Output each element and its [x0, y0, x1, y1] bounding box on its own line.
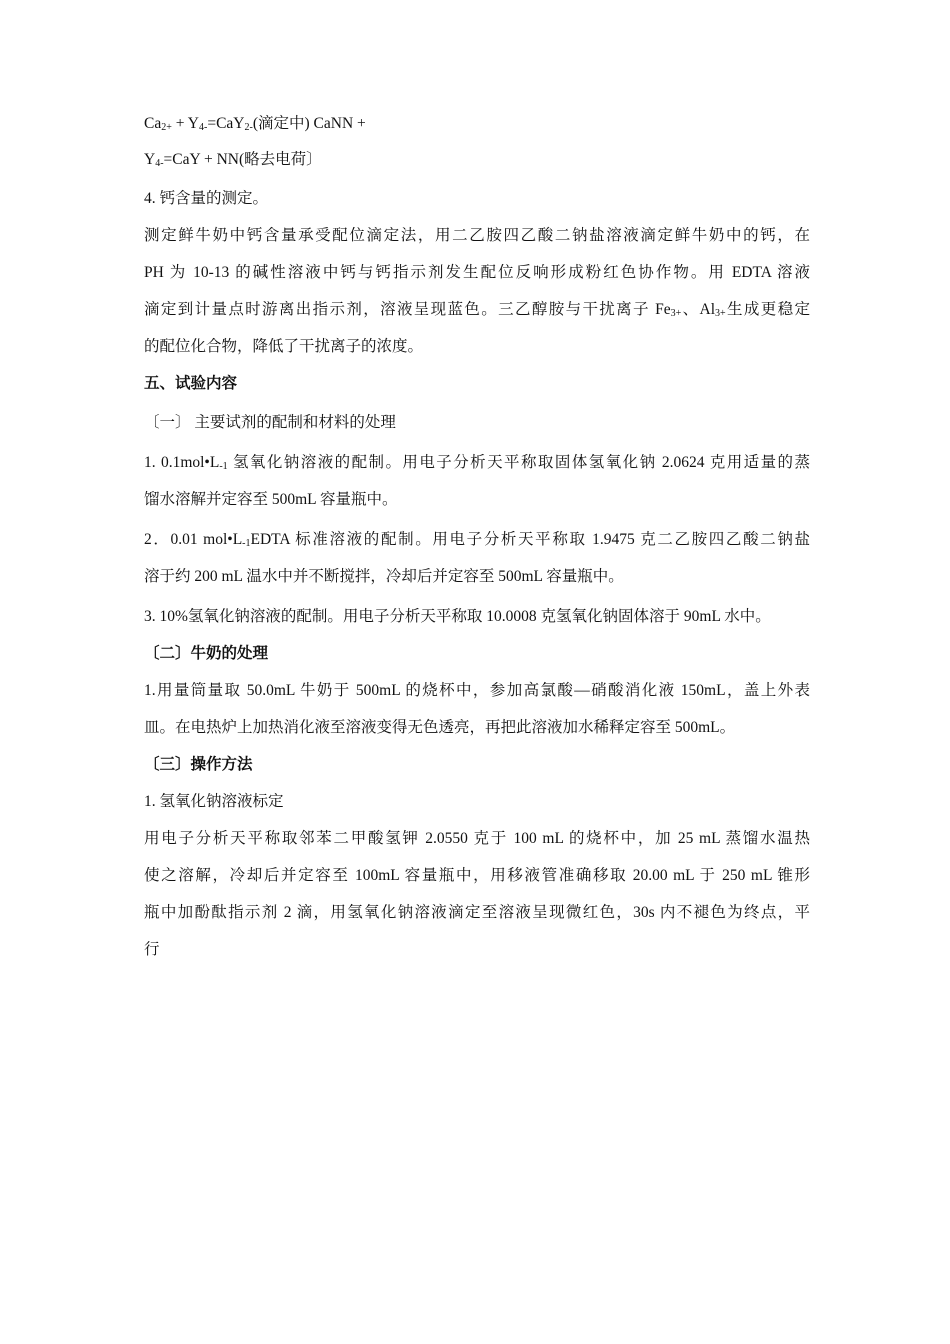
- document-page: [144, 105, 810, 968]
- reaction-equation-line-2: [144, 141, 810, 178]
- reagent-item-3: 3. 10%氢氧化钠溶液的配制。用电子分析天平称取 10.0008 克氢氧化钠固体溶于 90mL 水中。: [144, 608, 771, 625]
- paragraph-text: 生成更稳定: [725, 301, 810, 318]
- subsection-3-title: 〔三〕操作方法: [144, 756, 253, 773]
- ion-fe-charge: 3+: [670, 308, 682, 319]
- formula-ca: Ca: [144, 115, 162, 132]
- procedure-item-1-title: 1. 氢氧化钠溶液标定: [144, 793, 284, 810]
- ion-separator: 、: [681, 301, 700, 318]
- subsection-2-title: 〔二〕牛奶的处理: [144, 645, 269, 662]
- section-5-title: 五、试验内容: [144, 375, 238, 392]
- procedure-paragraph-line: 使之溶解，冷却后并定容至 100mL 容量瓶中，用移液管准确移取 20.00 mL 于 250 mL 锥形: [144, 867, 810, 884]
- charge-y: 4-: [198, 122, 208, 133]
- ion-fe: Fe: [655, 301, 671, 318]
- unit-exponent: -1: [242, 538, 251, 549]
- section-4-paragraph-line: [144, 291, 810, 328]
- charge-y-2: 4-: [155, 158, 164, 169]
- procedure-paragraph-line: 行: [144, 941, 160, 958]
- reagent-item-2-line-2: 溶于约 200 mL 温水中并不断搅拌，冷却后并定容至 500mL 容量瓶中。: [144, 568, 624, 585]
- ion-al-charge: 3+: [715, 308, 726, 319]
- formula-cann: (滴定中) CaNN +: [252, 115, 366, 132]
- reagent-item-2: [144, 521, 810, 558]
- milk-treatment-line: 1.用量筒量取 50.0mL 牛奶于 500mL 的烧杯中，参加高氯酸—硝酸消化液 150mL，盖上外表: [144, 682, 810, 699]
- reagent-text: EDTA 标准溶液的配制。用电子分析天平称取 1.9475 克二乙胺四乙酸二钠盐: [250, 531, 810, 548]
- charge-cay: 2-: [244, 122, 253, 133]
- section-4-title: 4. 钙含量的测定。: [144, 190, 269, 207]
- reagent-item-1: [144, 444, 810, 481]
- formula-cay: =CaY: [207, 115, 245, 132]
- reagent-item-1-line-2: 馏水溶解并定容至 500mL 容量瓶中。: [144, 491, 398, 508]
- ion-al: Al: [699, 301, 716, 318]
- formula-y: + Y: [171, 115, 199, 132]
- procedure-paragraph-line: 瓶中加酚酞指示剂 2 滴，用氢氧化钠溶液滴定至溶液呈现微红色，30s 内不褪色为终点，平: [144, 904, 810, 921]
- paragraph-text: 滴定到计量点时游离出指示剂，溶液呈现蓝色。三乙醇胺与干扰离子: [144, 301, 656, 318]
- section-4-paragraph-line: PH 为 10-13 的碱性溶液中钙与钙指示剂发生配位反响形成粉红色协作物。用 EDTA 溶液: [144, 264, 810, 281]
- unit-exponent: -1: [219, 461, 228, 472]
- procedure-paragraph-line: 用电子分析天平称取邻苯二甲酸氢钾 2.0550 克于 100 mL 的烧杯中，加 25 mL 蒸馏水温热: [144, 830, 810, 847]
- charge-ca: 2+: [161, 122, 172, 133]
- formula-y-2: Y: [144, 151, 156, 168]
- subsection-1-title: 〔一〕 主要试剂的配制和材料的处理: [144, 414, 396, 431]
- section-4-paragraph-line: 的配位化合物，降低了干扰离子的浓度。: [144, 338, 424, 355]
- reagent-text: 氢氧化钠溶液的配制。用电子分析天平称取固体氢氧化钠 2.0624 克用适量的蒸: [227, 454, 810, 471]
- section-4-paragraph-line: 测定鲜牛奶中钙含量承受配位滴定法，用二乙胺四乙酸二钠盐溶液滴定鲜牛奶中的钙，在: [144, 227, 810, 244]
- milk-treatment-line: 皿。在电热炉上加热消化液至溶液变得无色透亮，再把此溶液加水稀释定容至 500mL。: [144, 719, 736, 736]
- reaction-equation-line-1: [144, 105, 810, 141]
- reagent-concentration: 1. 0.1mol•L: [144, 454, 220, 471]
- formula-cay-nn: =CaY + NN(略去电荷〕: [163, 151, 322, 168]
- reagent-concentration: 2．0.01 mol•L: [144, 531, 243, 548]
